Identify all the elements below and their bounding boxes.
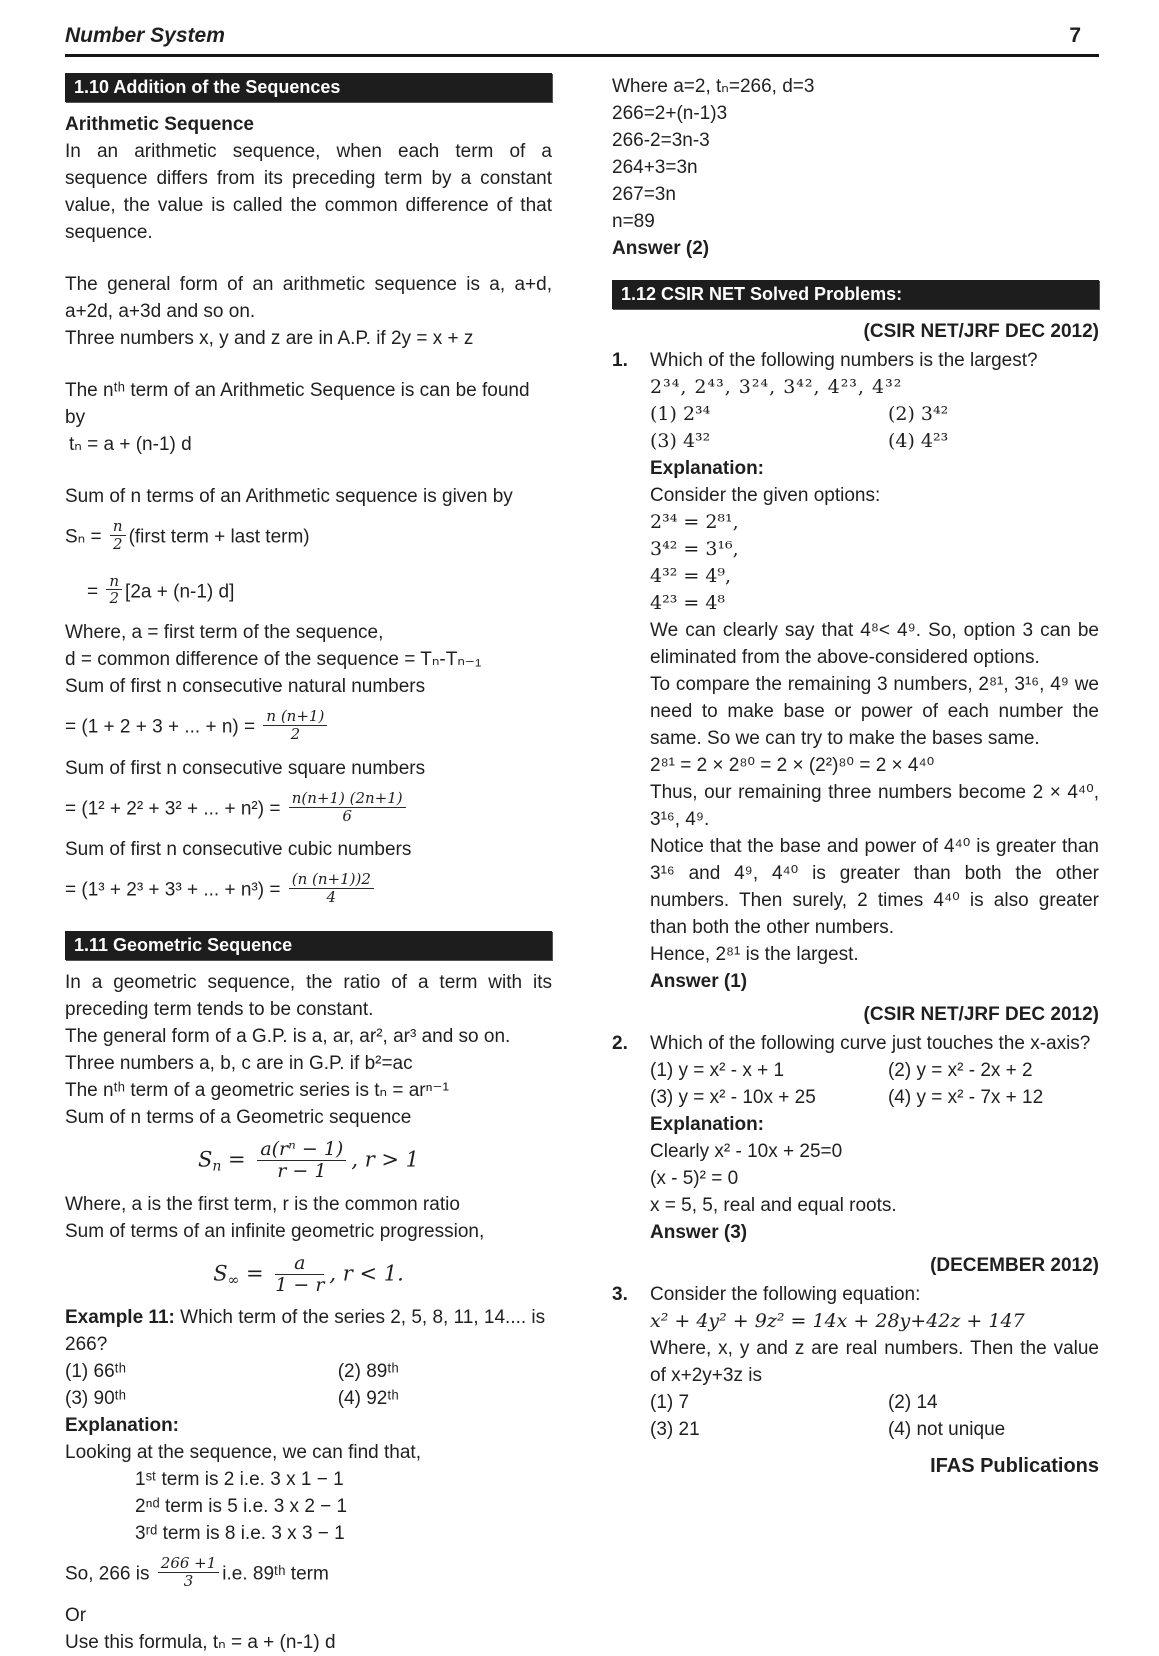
where-d-line: d = common difference of the sequence = Tₙ-Tₙ₋₁ xyxy=(65,649,482,671)
section-header-1-12: 1.12 CSIR NET Solved Problems: xyxy=(612,280,1099,309)
q1-paragraph-3: Thus, our remaining three numbers become 2 × 4⁴⁰, 3¹⁶, 4⁹. xyxy=(650,782,1099,830)
nth-term-line: The nᵗʰ term of an Arithmetic Sequence is can be found by xyxy=(65,380,530,428)
natural-sum-formula: = (1 + 2 + 3 + ... + n) = $\frac{n (n+1)}{2}$ xyxy=(65,700,552,755)
cubic-numbers-line: Sum of first n consecutive cubic numbers xyxy=(65,839,412,861)
example-11-label: Example 11: xyxy=(65,1307,175,1329)
explanation-label: Explanation: xyxy=(650,458,765,479)
question-1-options xyxy=(650,401,1099,455)
option-2: (2) 14 xyxy=(887,1392,938,1413)
answer-2-line: Answer (2) xyxy=(612,238,710,259)
q2-work-line-3: x = 5, 5, real and equal roots. xyxy=(650,1195,897,1216)
example-options xyxy=(65,1358,552,1412)
arithmetic-general-form-paragraph: The general form of an arithmetic sequence is a, a+d, a+2d, a+3d and so on. xyxy=(65,274,552,322)
cubic-sum-formula: = (1³ + 2³ + 3³ + ... + n³) = $\frac{(n (n+1))2}{4}$ xyxy=(65,863,552,918)
question-2-number: 2. xyxy=(612,1033,628,1054)
fraction-square-sum: $\frac{n(n+1) (2n+1)}{6}$ xyxy=(289,790,406,825)
so-266-formula: So, 266 is $\frac{266 +1}{3}$ i.e. 89ᵗʰ term xyxy=(65,1554,329,1590)
question-3-equation: x² + 4y² + 9z² = 14x + 28y+42z + 147 xyxy=(650,1310,1025,1332)
geometric-definition-paragraph: In a geometric sequence, the ratio of a term with its preceding term tends to be constant. xyxy=(65,971,552,1020)
option-1: (1) 7 xyxy=(650,1392,690,1413)
consider-line: Consider the given options: xyxy=(650,485,881,506)
fraction-cubic-sum: $\frac{(n (n+1))2}{4}$ xyxy=(289,871,374,906)
fraction-natural-sum: $\frac{n (n+1)}{2}$ xyxy=(263,708,327,743)
square-numbers-line: Sum of first n consecutive square numbers xyxy=(65,757,426,779)
option-3: (3) 21 xyxy=(650,1419,700,1440)
step-line: 266=2+(n-1)3 xyxy=(612,103,728,124)
step-line: 264+3=3n xyxy=(612,157,698,178)
gp-nth-term-line: The nᵗʰ term of a geometric series is tₙ = arⁿ⁻¹ xyxy=(65,1079,449,1101)
question-2-text: Which of the following curve just touches the x-axis? xyxy=(650,1033,1091,1054)
ap-condition-line: Three numbers x, y and z are in A.P. if 2y = x + z xyxy=(65,328,474,349)
two-column-layout xyxy=(65,73,1099,1656)
question-1 xyxy=(612,347,1099,995)
page-number: 7 xyxy=(1069,24,1081,47)
option-2: (2) 89ᵗʰ xyxy=(337,1361,399,1383)
answer-3-line: Answer (3) xyxy=(650,1222,748,1243)
eval-line-4: 4²³ = 4⁸ xyxy=(650,592,726,614)
eval-line-2: 3⁴² = 3¹⁶, xyxy=(650,538,739,560)
step-line: n=89 xyxy=(612,211,655,232)
exam-tag-1: (CSIR NET/JRF DEC 2012) xyxy=(863,321,1099,342)
option-3: (3) y = x² - 10x + 25 xyxy=(650,1087,816,1108)
left-column xyxy=(65,73,552,1656)
arithmetic-definition-paragraph: In an arithmetic sequence, when each term of a sequence differs from its preceding term by a constant value, the value is called the common difference of that sequence. xyxy=(65,141,552,243)
q1-paragraph-4: Notice that the base and power of 4⁴⁰ is greater than 3¹⁶ and 4⁹, 4⁴⁰ is greater than both the other numbers. Then surely, 2 times 4⁴⁰ is also greater than both the other numbers. xyxy=(650,836,1099,938)
question-3-text: Consider the following equation: xyxy=(650,1284,921,1305)
right-column xyxy=(612,73,1099,1656)
q1-base-equation: 2⁸¹ = 2 × 2⁸⁰ = 2 × (2²)⁸⁰ = 2 × 4⁴⁰ xyxy=(650,755,935,776)
exam-tag-3: (DECEMBER 2012) xyxy=(930,1255,1099,1276)
eval-line-1: 2³⁴ = 2⁸¹, xyxy=(650,511,739,533)
page-header xyxy=(65,22,1099,57)
question-2 xyxy=(612,1030,1099,1246)
option-1: (1) 2³⁴ xyxy=(650,403,711,425)
section-header-1-10: 1.10 Addition of the Sequences xyxy=(65,73,552,102)
sn-formula: Sₙ = $\frac{n}{2}$ (first term + last term) xyxy=(65,517,310,553)
q1-conclusion-line: Hence, 2⁸¹ is the largest. xyxy=(650,944,859,965)
option-3: (3) 90ᵗʰ xyxy=(65,1388,127,1410)
tn-formula-line: tₙ = a + (n-1) d xyxy=(69,434,192,455)
q2-work-line-1: Clearly x² - 10x + 25=0 xyxy=(650,1141,843,1162)
question-3-number: 3. xyxy=(612,1284,628,1305)
fraction-n-over-2: $\frac{n}{2}$ xyxy=(110,518,126,553)
option-1: (1) y = x² - x + 1 xyxy=(650,1060,785,1081)
q1-paragraph-2: To compare the remaining 3 numbers, 2⁸¹, 3¹⁶, 4⁹ we need to make base or power of each number the same. So we can try to make the bases same. xyxy=(650,674,1099,749)
term-line-3: 3ʳᵈ term is 8 i.e. 3 x 3 − 1 xyxy=(135,1523,345,1545)
fraction-n-over-2: $\frac{n}{2}$ xyxy=(106,573,122,608)
option-2: (2) 3⁴² xyxy=(887,403,949,425)
subscript-infinity: ∞ xyxy=(227,1271,240,1288)
option-1: (1) 66ᵗʰ xyxy=(65,1361,127,1383)
option-4: (4) 4²³ xyxy=(887,430,949,452)
example-11-line: Example 11: Which term of the series 2, 5, 8, 11, 14.... is 266? xyxy=(65,1307,546,1356)
question-3-where-line: Where, x, y and z are real numbers. Then the value of x+2y+3z is xyxy=(650,1338,1099,1386)
sum-intro-line: Sum of n terms of an Arithmetic sequence is given by xyxy=(65,486,513,507)
explanation-label: Explanation: xyxy=(650,1114,765,1135)
question-1-number: 1. xyxy=(612,350,628,371)
q2-work-line-2: (x - 5)² = 0 xyxy=(650,1168,739,1189)
fraction-infinite-sum: $\frac{a}{1 - r}$ xyxy=(275,1251,325,1296)
option-4: (4) not unique xyxy=(887,1419,1006,1440)
section-header-1-11: 1.11 Geometric Sequence xyxy=(65,931,552,960)
geometric-sum-display-formula: Sn = $\frac{\text{a(rⁿ − 1)}}{r - 1}$ , r > 1 xyxy=(197,1137,420,1183)
option-2: (2) y = x² - 2x + 2 xyxy=(887,1060,1033,1081)
sn-formula-continued: = $\frac{n}{2}$ [2a + (n-1) d] xyxy=(87,571,235,608)
step-line: 266-2=3n-3 xyxy=(612,130,710,151)
option-3: (3) 4³² xyxy=(650,430,711,452)
eval-line-3: 4³² = 4⁹, xyxy=(650,565,732,587)
question-1-numbers-line: 2³⁴, 2⁴³, 3²⁴, 3⁴², 4²³, 4³² xyxy=(650,376,903,398)
question-3 xyxy=(612,1281,1099,1443)
infinite-gp-intro-line: Sum of terms of an infinite geometric progression, xyxy=(65,1220,485,1242)
page-title: Number System xyxy=(65,24,225,47)
term-line-1: 1ˢᵗ term is 2 i.e. 3 x 1 − 1 xyxy=(135,1469,344,1491)
or-line: Or xyxy=(65,1604,87,1626)
natural-numbers-line: Sum of first n consecutive natural numbers xyxy=(65,676,426,698)
explanation-label: Explanation: xyxy=(65,1415,180,1437)
answer-1-line: Answer (1) xyxy=(650,971,748,992)
gp-where-line: Where, a is the first term, r is the common ratio xyxy=(65,1193,460,1215)
fraction-geometric-sum: $\frac{\text{a(rⁿ − 1)}}{r - 1}$ xyxy=(257,1139,346,1183)
q1-paragraph-1: We can clearly say that 4⁸< 4⁹. So, option 3 can be eliminated from the above-considered options. xyxy=(650,620,1099,668)
where-values-line: Where a=2, tₙ=266, d=3 xyxy=(612,76,815,97)
arithmetic-sequence-heading: Arithmetic Sequence xyxy=(65,114,254,135)
infinite-sum-display-formula: S∞ = $\frac{a}{1 - r}$ , r < 1. xyxy=(213,1251,404,1296)
looking-line: Looking at the sequence, we can find that, xyxy=(65,1442,421,1464)
step-line: 267=3n xyxy=(612,184,676,205)
publisher-footer: IFAS Publications xyxy=(930,1455,1099,1477)
square-sum-formula: = (1² + 2² + 3² + ... + n²) = $\frac{n(n+1) (2n+1)}{6}$ xyxy=(65,782,552,837)
exam-tag-2: (CSIR NET/JRF DEC 2012) xyxy=(863,1004,1099,1025)
subscript-n: n xyxy=(212,1158,222,1175)
question-2-options xyxy=(650,1057,1099,1111)
option-4: (4) 92ᵗʰ xyxy=(337,1388,399,1410)
where-a-line: Where, a = first term of the sequence, xyxy=(65,622,384,644)
use-formula-line: Use this formula, tₙ = a + (n-1) d xyxy=(65,1631,336,1653)
term-line-2: 2ⁿᵈ term is 5 i.e. 3 x 2 − 1 xyxy=(135,1496,348,1518)
option-4: (4) y = x² - 7x + 12 xyxy=(887,1087,1044,1108)
gp-condition-line: Three numbers a, b, c are in G.P. if b²=ac xyxy=(65,1052,413,1074)
gp-general-form-line: The general form of a G.P. is a, ar, ar², ar³ and so on. xyxy=(65,1025,511,1047)
gp-sum-intro-line: Sum of n terms of a Geometric sequence xyxy=(65,1106,412,1128)
question-3-options xyxy=(650,1389,1099,1443)
question-1-text: Which of the following numbers is the largest? xyxy=(650,350,1038,371)
fraction-266-over-3: $\frac{266 +1}{3}$ xyxy=(158,1555,220,1590)
